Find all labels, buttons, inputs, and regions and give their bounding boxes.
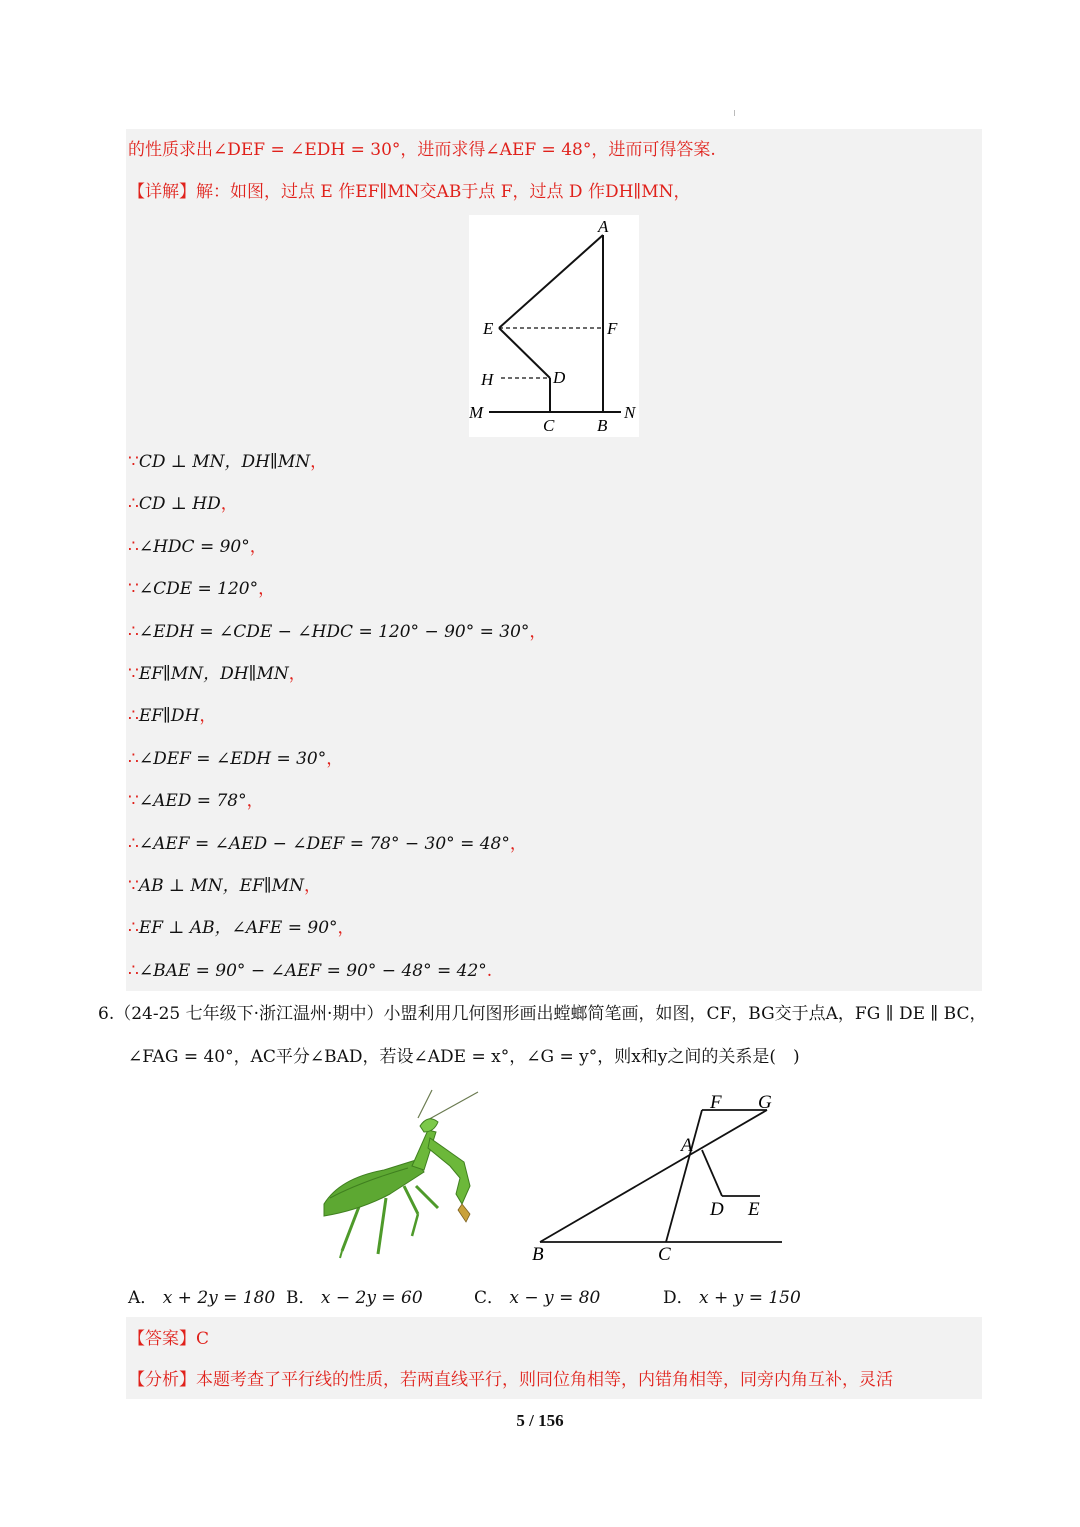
- proof-step: [128, 450, 327, 474]
- proof-step-expression: ∠BAE = 90° − ∠AEF = 90° − 48° = 42°: [138, 961, 487, 981]
- question-text-1: （24-25 七年级下·浙江温州·期中）小盟利用几何图形画出螳螂简笔画，如图，CF，BG交于点A，FG ∥ DE ∥ BC，: [114, 1004, 987, 1024]
- proof-step-end: ，: [326, 749, 344, 769]
- proof-step-end: ，: [199, 706, 217, 726]
- mantis-antenna-2: [424, 1092, 478, 1122]
- solution-line-1: 的性质求出∠DEF = ∠EDH = 30°，进而求得∠AEF = 48°，进而可得答案.: [128, 140, 716, 160]
- proof-step: [128, 959, 492, 983]
- choice-a-label: A．: [128, 1288, 158, 1308]
- mantis-abdomen: [324, 1160, 424, 1216]
- question-line-1: [98, 1002, 986, 1026]
- proof-step-symbol: ∴: [128, 749, 139, 769]
- proof-step-symbol: ∵: [128, 876, 139, 896]
- choice-a[interactable]: [128, 1286, 275, 1310]
- label-n: N: [624, 403, 636, 422]
- line-bg: [540, 1110, 767, 1242]
- label-b: B: [597, 416, 608, 435]
- label-e: E: [748, 1199, 760, 1220]
- proof-step-symbol: ∴: [128, 918, 139, 938]
- proof-step-expression: CD ⊥ MN，DH∥MN: [138, 452, 311, 472]
- proof-step-expression: EF∥DH: [138, 706, 200, 726]
- analysis-tag: 【分析】: [128, 1370, 196, 1390]
- mantis-leg-3: [404, 1186, 418, 1214]
- label-a: A: [598, 217, 609, 236]
- proof-step-end: ，: [529, 622, 547, 642]
- proof-step: [128, 492, 238, 516]
- label-b: B: [532, 1244, 544, 1265]
- figure-1-diagram: [469, 215, 639, 437]
- answer-tag: 【答案】: [128, 1329, 196, 1349]
- choice-b-expr: x − 2y = 60: [320, 1288, 423, 1308]
- segment-ad: [702, 1150, 722, 1196]
- label-a: A: [681, 1135, 693, 1156]
- analysis-line: [128, 1368, 893, 1392]
- question-line-2: ∠FAG = 40°，AC平分∠BAD，若设∠ADE = x°，∠G = y°，则x和y之间的关系是( ): [128, 1047, 800, 1067]
- label-h: H: [481, 370, 494, 389]
- proof-step-end: ，: [337, 918, 355, 938]
- proof-step-expression: CD ⊥ HD: [138, 494, 221, 514]
- proof-step-expression: ∠EDH = ∠CDE − ∠HDC = 120° − 90° = 30°: [138, 622, 530, 642]
- page-number: 5 / 156: [516, 1411, 564, 1430]
- proof-step-expression: ∠AEF = ∠AED − ∠DEF = 78° − 30° = 48°: [138, 834, 510, 854]
- proof-step: [128, 916, 355, 940]
- proof-step-end: ，: [310, 452, 328, 472]
- label-d: D: [553, 368, 566, 387]
- proof-step-expression: ∠AED = 78°: [138, 791, 247, 811]
- choice-c[interactable]: [474, 1286, 600, 1310]
- proof-step-symbol: ∵: [128, 452, 139, 472]
- proof-step-symbol: ∴: [128, 961, 139, 981]
- mantis-foreleg: [428, 1138, 470, 1204]
- proof-step-symbol: ∵: [128, 664, 139, 684]
- line-cf: [666, 1110, 702, 1242]
- proof-step-end: ，: [258, 579, 276, 599]
- proof-step: [128, 874, 321, 898]
- proof-step-expression: AB ⊥ MN，EF∥MN: [138, 876, 305, 896]
- detail-line: [128, 180, 691, 204]
- answer-value: C: [196, 1329, 210, 1349]
- proof-step-end: ，: [304, 876, 322, 896]
- detail-tag: 【详解】: [128, 182, 196, 202]
- label-m: M: [469, 403, 484, 422]
- mantis-image: [320, 1086, 480, 1261]
- proof-step: [128, 704, 216, 728]
- proof-step-expression: EF∥MN，DH∥MN: [138, 664, 289, 684]
- proof-step-symbol: ∵: [128, 791, 139, 811]
- choice-d-expr: x + y = 150: [699, 1288, 801, 1308]
- mantis-leg-1b: [340, 1251, 342, 1258]
- proof-step-expression: ∠CDE = 120°: [138, 579, 259, 599]
- proof-step-end: ，: [220, 494, 238, 514]
- proof-step-expression: EF ⊥ AB，∠AFE = 90°: [138, 918, 338, 938]
- proof-step: [128, 832, 527, 856]
- proof-step: [128, 789, 264, 813]
- proof-step: [128, 577, 275, 601]
- detail-text: 解：如图，过点 E 作EF∥MN交AB于点 F，过点 D 作DH∥MN，: [196, 182, 691, 202]
- proof-step-end: ，: [246, 791, 264, 811]
- proof-step-symbol: ∴: [128, 622, 139, 642]
- label-c: C: [543, 416, 555, 435]
- mantis-leg-4: [416, 1186, 438, 1208]
- choice-d[interactable]: [663, 1286, 801, 1310]
- choice-c-expr: x − y = 80: [509, 1288, 601, 1308]
- proof-step: [128, 662, 306, 686]
- top-tick-mark: [734, 110, 735, 116]
- proof-step: [128, 747, 343, 771]
- proof-step: [128, 620, 546, 644]
- choice-b-label: B．: [286, 1288, 316, 1308]
- choice-b[interactable]: [286, 1286, 423, 1310]
- figure-2-diagram: [528, 1088, 788, 1266]
- mantis-head: [420, 1119, 438, 1132]
- proof-step-symbol: ∴: [128, 494, 139, 514]
- answer-line: [128, 1327, 209, 1351]
- label-g: G: [758, 1092, 772, 1113]
- choice-c-label: C．: [474, 1288, 505, 1308]
- label-c: C: [658, 1244, 671, 1265]
- mantis-antenna-1: [418, 1090, 432, 1118]
- label-d: D: [710, 1199, 724, 1220]
- proof-step: [128, 535, 267, 559]
- mantis-leg-2: [378, 1198, 386, 1254]
- mantis-claw: [458, 1204, 470, 1222]
- proof-step-expression: ∠HDC = 90°: [138, 537, 250, 557]
- proof-step-end: ，: [249, 537, 267, 557]
- proof-step-end: .: [486, 961, 493, 981]
- question-number: 6.: [98, 1004, 115, 1024]
- proof-step-end: ，: [509, 834, 527, 854]
- proof-step-expression: ∠DEF = ∠EDH = 30°: [138, 749, 327, 769]
- label-f: F: [710, 1092, 722, 1113]
- proof-step-symbol: ∴: [128, 537, 139, 557]
- label-e: E: [483, 319, 494, 338]
- choice-d-label: D．: [663, 1288, 694, 1308]
- proof-step-end: ，: [288, 664, 306, 684]
- proof-step-symbol: ∴: [128, 834, 139, 854]
- proof-step-symbol: ∴: [128, 706, 139, 726]
- analysis-text: 本题考查了平行线的性质，若两直线平行，则同位角相等，内错角相等，同旁内角互补，灵活: [196, 1370, 893, 1390]
- proof-step-symbol: ∵: [128, 579, 139, 599]
- mantis-leg-3b: [412, 1214, 418, 1236]
- choice-a-expr: x + 2y = 180: [162, 1288, 276, 1308]
- label-f: F: [607, 319, 618, 338]
